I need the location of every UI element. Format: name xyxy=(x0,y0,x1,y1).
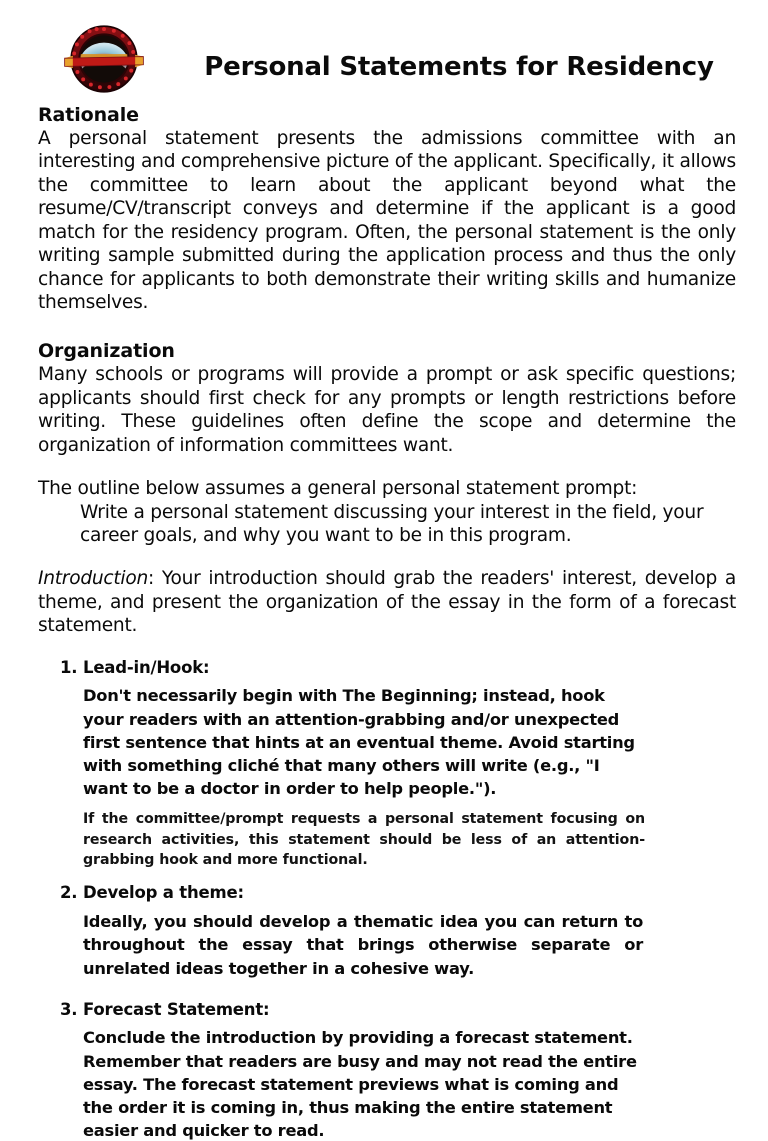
prompt-quote-block: Write a personal statement discussing your interest in the field, your career goals, and why you want to be in this program. xyxy=(80,501,704,546)
university-seal-logo-icon xyxy=(60,18,148,100)
document-body xyxy=(38,104,736,1141)
spacer xyxy=(38,314,736,340)
list-item-note: If the committee/prompt requests a personal statement focusing on research activities, this statement should be less of an attention-grabbing hook and more functional. xyxy=(83,811,645,869)
heading-organization: Organization xyxy=(38,340,175,363)
spacer xyxy=(38,980,736,1000)
introduction-label: Introduction xyxy=(38,568,149,590)
paragraph-organization: Many schools or programs will provide a prompt or ask specific questions; applicants should first check for any prompts or length restrictions before writing. These guidelines often define the scope and determine the organization of information committees want. xyxy=(38,364,736,456)
spacer xyxy=(38,547,736,567)
introduction-text: Your introduction should grab the readers' interest, develop a theme, and present the organization of the essay in the form of a forecast statement. xyxy=(38,568,736,637)
list-item-body: Ideally, you should develop a thematic idea you can return to throughout the essay that brings otherwise separate or unrelated ideas together in a cohesive way. xyxy=(83,912,643,978)
list-item-title: Lead-in/Hook: xyxy=(83,657,210,677)
list-item xyxy=(38,1000,736,1141)
list-item-number: 3. xyxy=(60,999,78,1019)
list-item xyxy=(38,883,736,979)
document-header xyxy=(0,0,768,100)
page-title: Personal Statements for Residency xyxy=(204,52,714,82)
outline-list xyxy=(38,658,736,1141)
list-item-body: Don't necessarily begin with The Beginning; instead, hook your readers with an attention-grabbing and/or unexpected first sentence that hints at an eventual theme. Avoid starting with something cliché that many others will write (e.g., "I want to be a doctor in order to help people."). xyxy=(83,686,635,799)
list-item-number: 1. xyxy=(60,657,78,677)
list-item-number: 2. xyxy=(60,883,78,903)
list-item-title: Develop a theme: xyxy=(83,883,244,903)
paragraph-introduction xyxy=(38,567,736,637)
introduction-separator: : xyxy=(148,568,162,590)
spacer xyxy=(38,870,736,883)
heading-rationale: Rationale xyxy=(38,104,139,126)
paragraph-rationale: A personal statement presents the admissions committee with an interesting and comprehensive picture of the applicant. Specifically, it allows the committee to learn about the applicant beyond what the resume/CV/transcript conveys and determine if the applicant is a good match for the residency program. Often, the personal statement is the only writing sample submitted during the application process and thus the only chance for applicants to both demonstrate their writing skills and humanize themselves. xyxy=(38,128,736,313)
list-item xyxy=(38,658,736,871)
list-item-body: Conclude the introduction by providing a forecast statement. Remember that readers are busy and may not read the entire essay. The forecast statement previews what is coming and the order it is coming in, thus making the entire statement easier and quicker to read. xyxy=(83,1028,637,1141)
spacer xyxy=(38,457,736,477)
spacer xyxy=(38,638,736,658)
list-item-title: Forecast Statement: xyxy=(83,999,270,1019)
outline-lead-in-text: The outline below assumes a general personal statement prompt: xyxy=(38,478,638,500)
